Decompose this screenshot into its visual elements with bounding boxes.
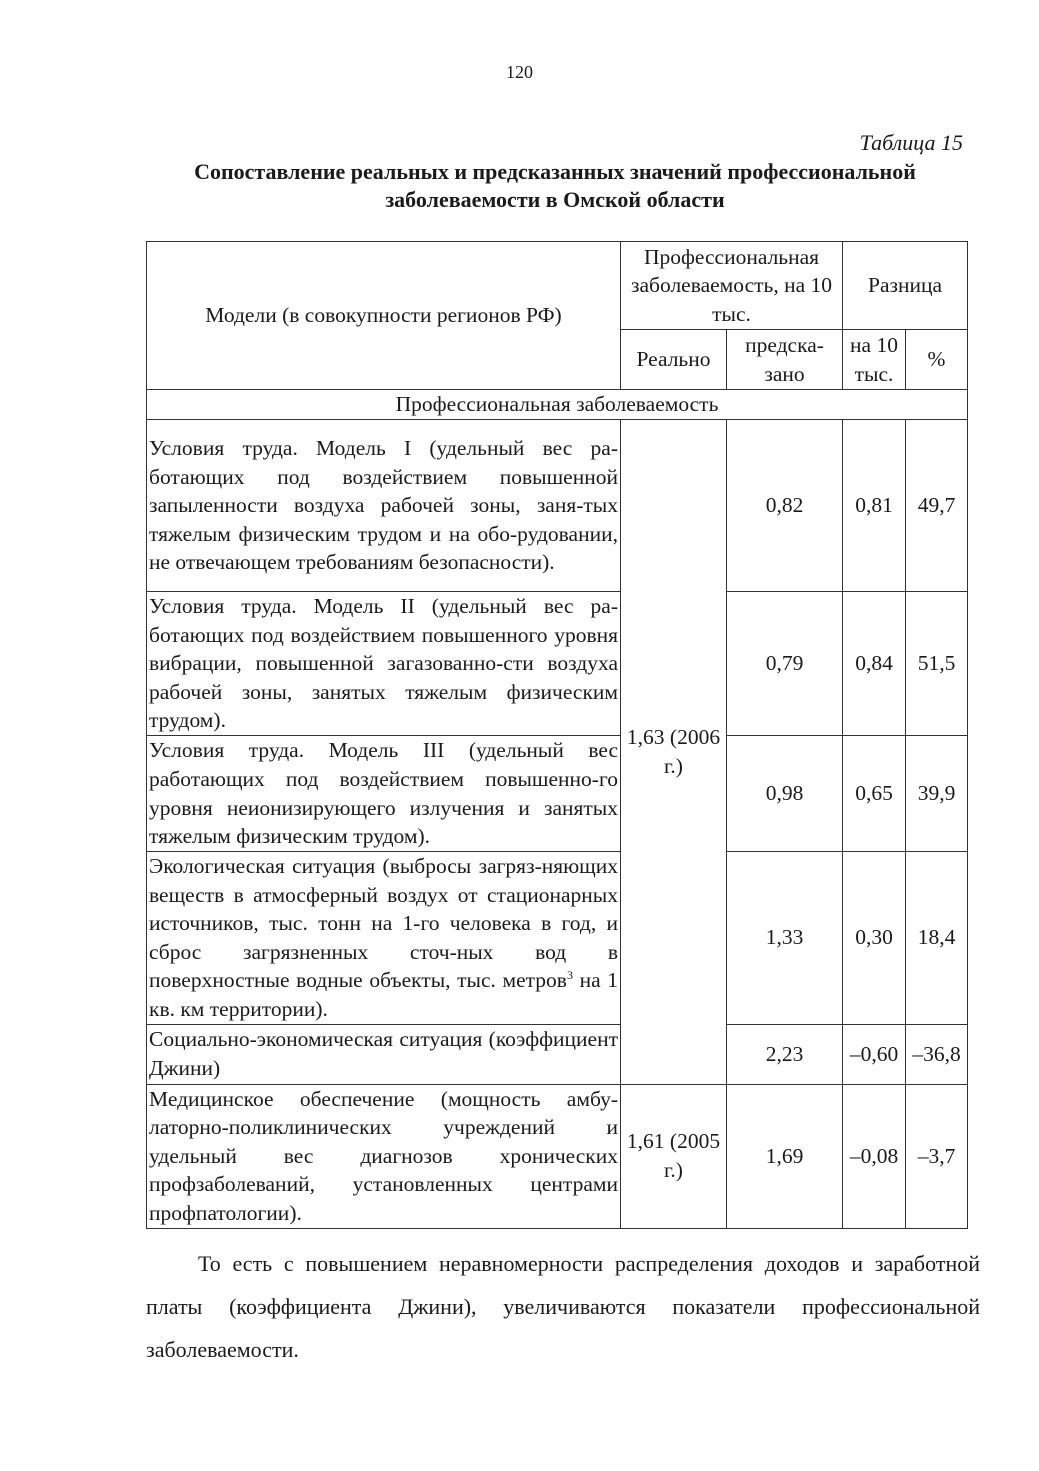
header-incidence: Профессиональная заболеваемость, на 10 тыс. bbox=[621, 242, 843, 330]
table-row bbox=[147, 1084, 968, 1228]
table-title: Сопоставление реальных и предсказанных значений профессиональной заболеваемости в Омской области bbox=[194, 159, 916, 212]
page-number: 120 bbox=[506, 62, 533, 82]
model-cell bbox=[147, 852, 621, 1025]
header-predicted: предска-зано bbox=[727, 330, 843, 390]
diff-cell: 0,30 bbox=[843, 852, 906, 1025]
model-cell: Условия труда. Модель II (удельный вес ра-ботающих под воздействием повышенного уровня вибрации, повышенной загазованно-сти воздуха рабочей зоны, занятых тяжелым физическим трудом). bbox=[147, 592, 621, 736]
predicted-cell: 1,33 bbox=[727, 852, 843, 1025]
superscript: 3 bbox=[566, 968, 573, 983]
header-real: Реально bbox=[621, 330, 727, 390]
percent-cell: 49,7 bbox=[906, 420, 968, 592]
percent-cell: –3,7 bbox=[906, 1084, 968, 1228]
table-row bbox=[147, 420, 968, 592]
diff-cell: 0,84 bbox=[843, 592, 906, 736]
model-cell: Социально-экономическая ситуация (коэффициент Джини) bbox=[147, 1024, 621, 1084]
predicted-cell: 0,79 bbox=[727, 592, 843, 736]
header-percent: % bbox=[906, 330, 968, 390]
predicted-cell: 0,98 bbox=[727, 736, 843, 852]
model-text: Экологическая ситуация (выбросы загряз-няющих веществ в атмосферный воздух от стационарных источников, тыс. тонн на 1-го человека в год, и сброс загрязненных сточ-ных вод в поверхностные водные объекты, тыс. метров bbox=[149, 854, 618, 993]
predicted-cell: 2,23 bbox=[727, 1024, 843, 1084]
conclusion-paragraph bbox=[146, 1242, 980, 1371]
header-per10k: на 10 тыс. bbox=[843, 330, 906, 390]
percent-cell: 18,4 bbox=[906, 852, 968, 1025]
predicted-cell: 1,69 bbox=[727, 1084, 843, 1228]
table-row bbox=[147, 736, 968, 852]
table-label: Таблица 15 bbox=[859, 130, 963, 155]
header-models: Модели (в совокупности регионов РФ) bbox=[147, 242, 621, 390]
model-cell: Условия труда. Модель III (удельный вес работающих под воздействием повышенно-го уровня неионизирующего излучения и занятых тяжелым физическим трудом). bbox=[147, 736, 621, 852]
model-cell: Медицинское обеспечение (мощность амбу-латорно-поликлинических учреждений и удельный вес диагнозов хронических профзаболеваний, установленных центрами профпатологии). bbox=[147, 1084, 621, 1228]
diff-cell: 0,81 bbox=[843, 420, 906, 592]
table-row bbox=[147, 1024, 968, 1084]
conclusion-text: То есть с повышением неравномерности распределения доходов и заработной платы (коэффициента Джини), увеличиваются показатели профессиональной заболеваемости. bbox=[146, 1251, 980, 1362]
comparison-table bbox=[146, 241, 968, 1229]
percent-cell: 51,5 bbox=[906, 592, 968, 736]
table-row bbox=[147, 592, 968, 736]
table-row bbox=[147, 852, 968, 1025]
percent-cell: –36,8 bbox=[906, 1024, 968, 1084]
percent-cell: 39,9 bbox=[906, 736, 968, 852]
predicted-cell: 0,82 bbox=[727, 420, 843, 592]
real-value-cell: 1,61 (2005 г.) bbox=[621, 1084, 727, 1228]
diff-cell: 0,65 bbox=[843, 736, 906, 852]
header-difference: Разница bbox=[843, 242, 968, 330]
diff-cell: –0,08 bbox=[843, 1084, 906, 1228]
model-text-tail: на 1 кв. км территории). bbox=[149, 968, 618, 1021]
section-row: Профессиональная заболеваемость bbox=[147, 390, 968, 420]
diff-cell: –0,60 bbox=[843, 1024, 906, 1084]
real-value-cell: 1,63 (2006 г.) bbox=[621, 420, 727, 1085]
model-cell: Условия труда. Модель I (удельный вес ра-ботающих под воздействием повышенной запыленности воздуха рабочей зоны, заня-тых тяжелым физическим трудом и на обо-рудовании, не отвечающем требованиям безопасности). bbox=[147, 420, 621, 592]
